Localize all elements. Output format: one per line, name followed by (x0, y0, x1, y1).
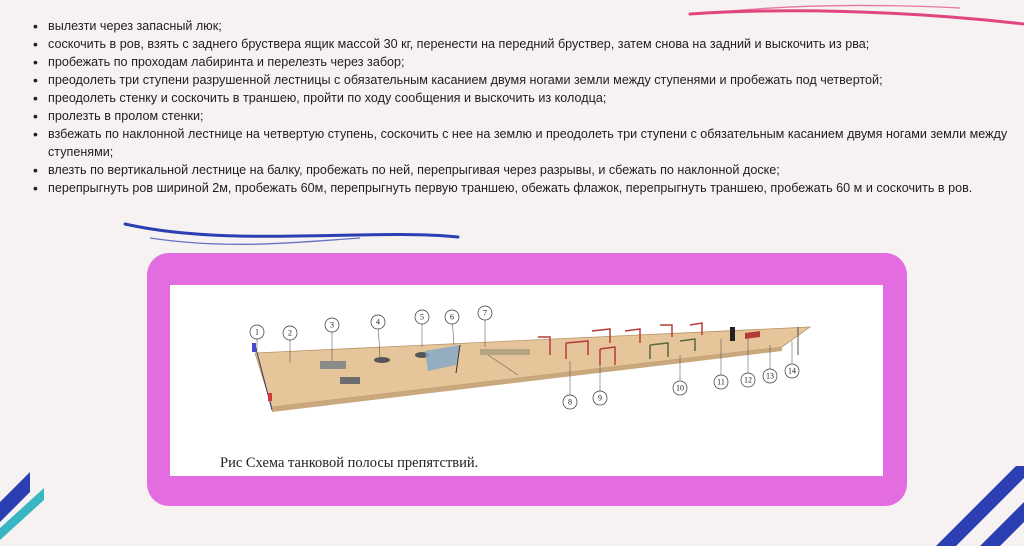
list-item: • влезть по вертикальной лестнице на балку, пробежать по ней, перепрыгивая через разрывы, и сбежать по наклонной доске; (30, 161, 1015, 179)
diagram-label: 3 (330, 320, 334, 330)
list-item: • вылезти через запасный люк; (30, 17, 1015, 35)
diagram-label: 14 (788, 366, 796, 376)
list-item: • пробежать по проходам лабиринта и перелезть через забор; (30, 53, 1015, 71)
list-item: • преодолеть три ступени разрушенной лестницы с обязательным касанием двумя ногами земли между ступенями и пробежать под четвертой; (30, 71, 1015, 89)
diagram-label: 10 (676, 383, 684, 393)
obstacle-steps-list (30, 17, 1015, 197)
list-item: • перепрыгнуть ров шириной 2м, пробежать 60м, перепрыгнуть первую траншею, обежать флажок, перепрыгнуть траншею, пробежать 60 м и соскочить в ров. (30, 179, 1015, 197)
diagram-label: 1 (255, 327, 259, 337)
corner-stripes-left (0, 466, 60, 546)
diagram-label: 11 (717, 377, 725, 387)
diagram-label: 6 (450, 312, 454, 322)
diagram-label: 5 (420, 312, 424, 322)
diagram-label: 2 (288, 328, 292, 338)
diagram-label: 7 (483, 308, 487, 318)
diagram-label: 8 (568, 397, 572, 407)
obstacle-course-diagram (170, 285, 883, 476)
diagram-label: 4 (376, 317, 380, 327)
list-item: • пролезть в пролом стенки; (30, 107, 1015, 125)
diagram-label: 13 (766, 371, 774, 381)
list-item: • соскочить в ров, взять с заднего бруствера ящик массой 30 кг, перенести на передний бруствер, затем снова на задний и выскочить из рва; (30, 35, 1015, 53)
list-item: • преодолеть стенку и соскочить в траншею, пройти по ходу сообщения и выскочить из колодца; (30, 89, 1015, 107)
diagram-label: 9 (598, 393, 602, 403)
list-item: • взбежать по наклонной лестнице на четвертую ступень, соскочить с нее на землю и преодолеть три ступени с обязательным касанием двумя ногами земли между ступенями; (30, 125, 1015, 161)
diagram-label: 12 (744, 375, 752, 385)
figure-caption: Рис Схема танковой полосы препятствий. (220, 455, 479, 471)
corner-stripes-right (924, 466, 1024, 546)
figure-panel (170, 285, 883, 476)
